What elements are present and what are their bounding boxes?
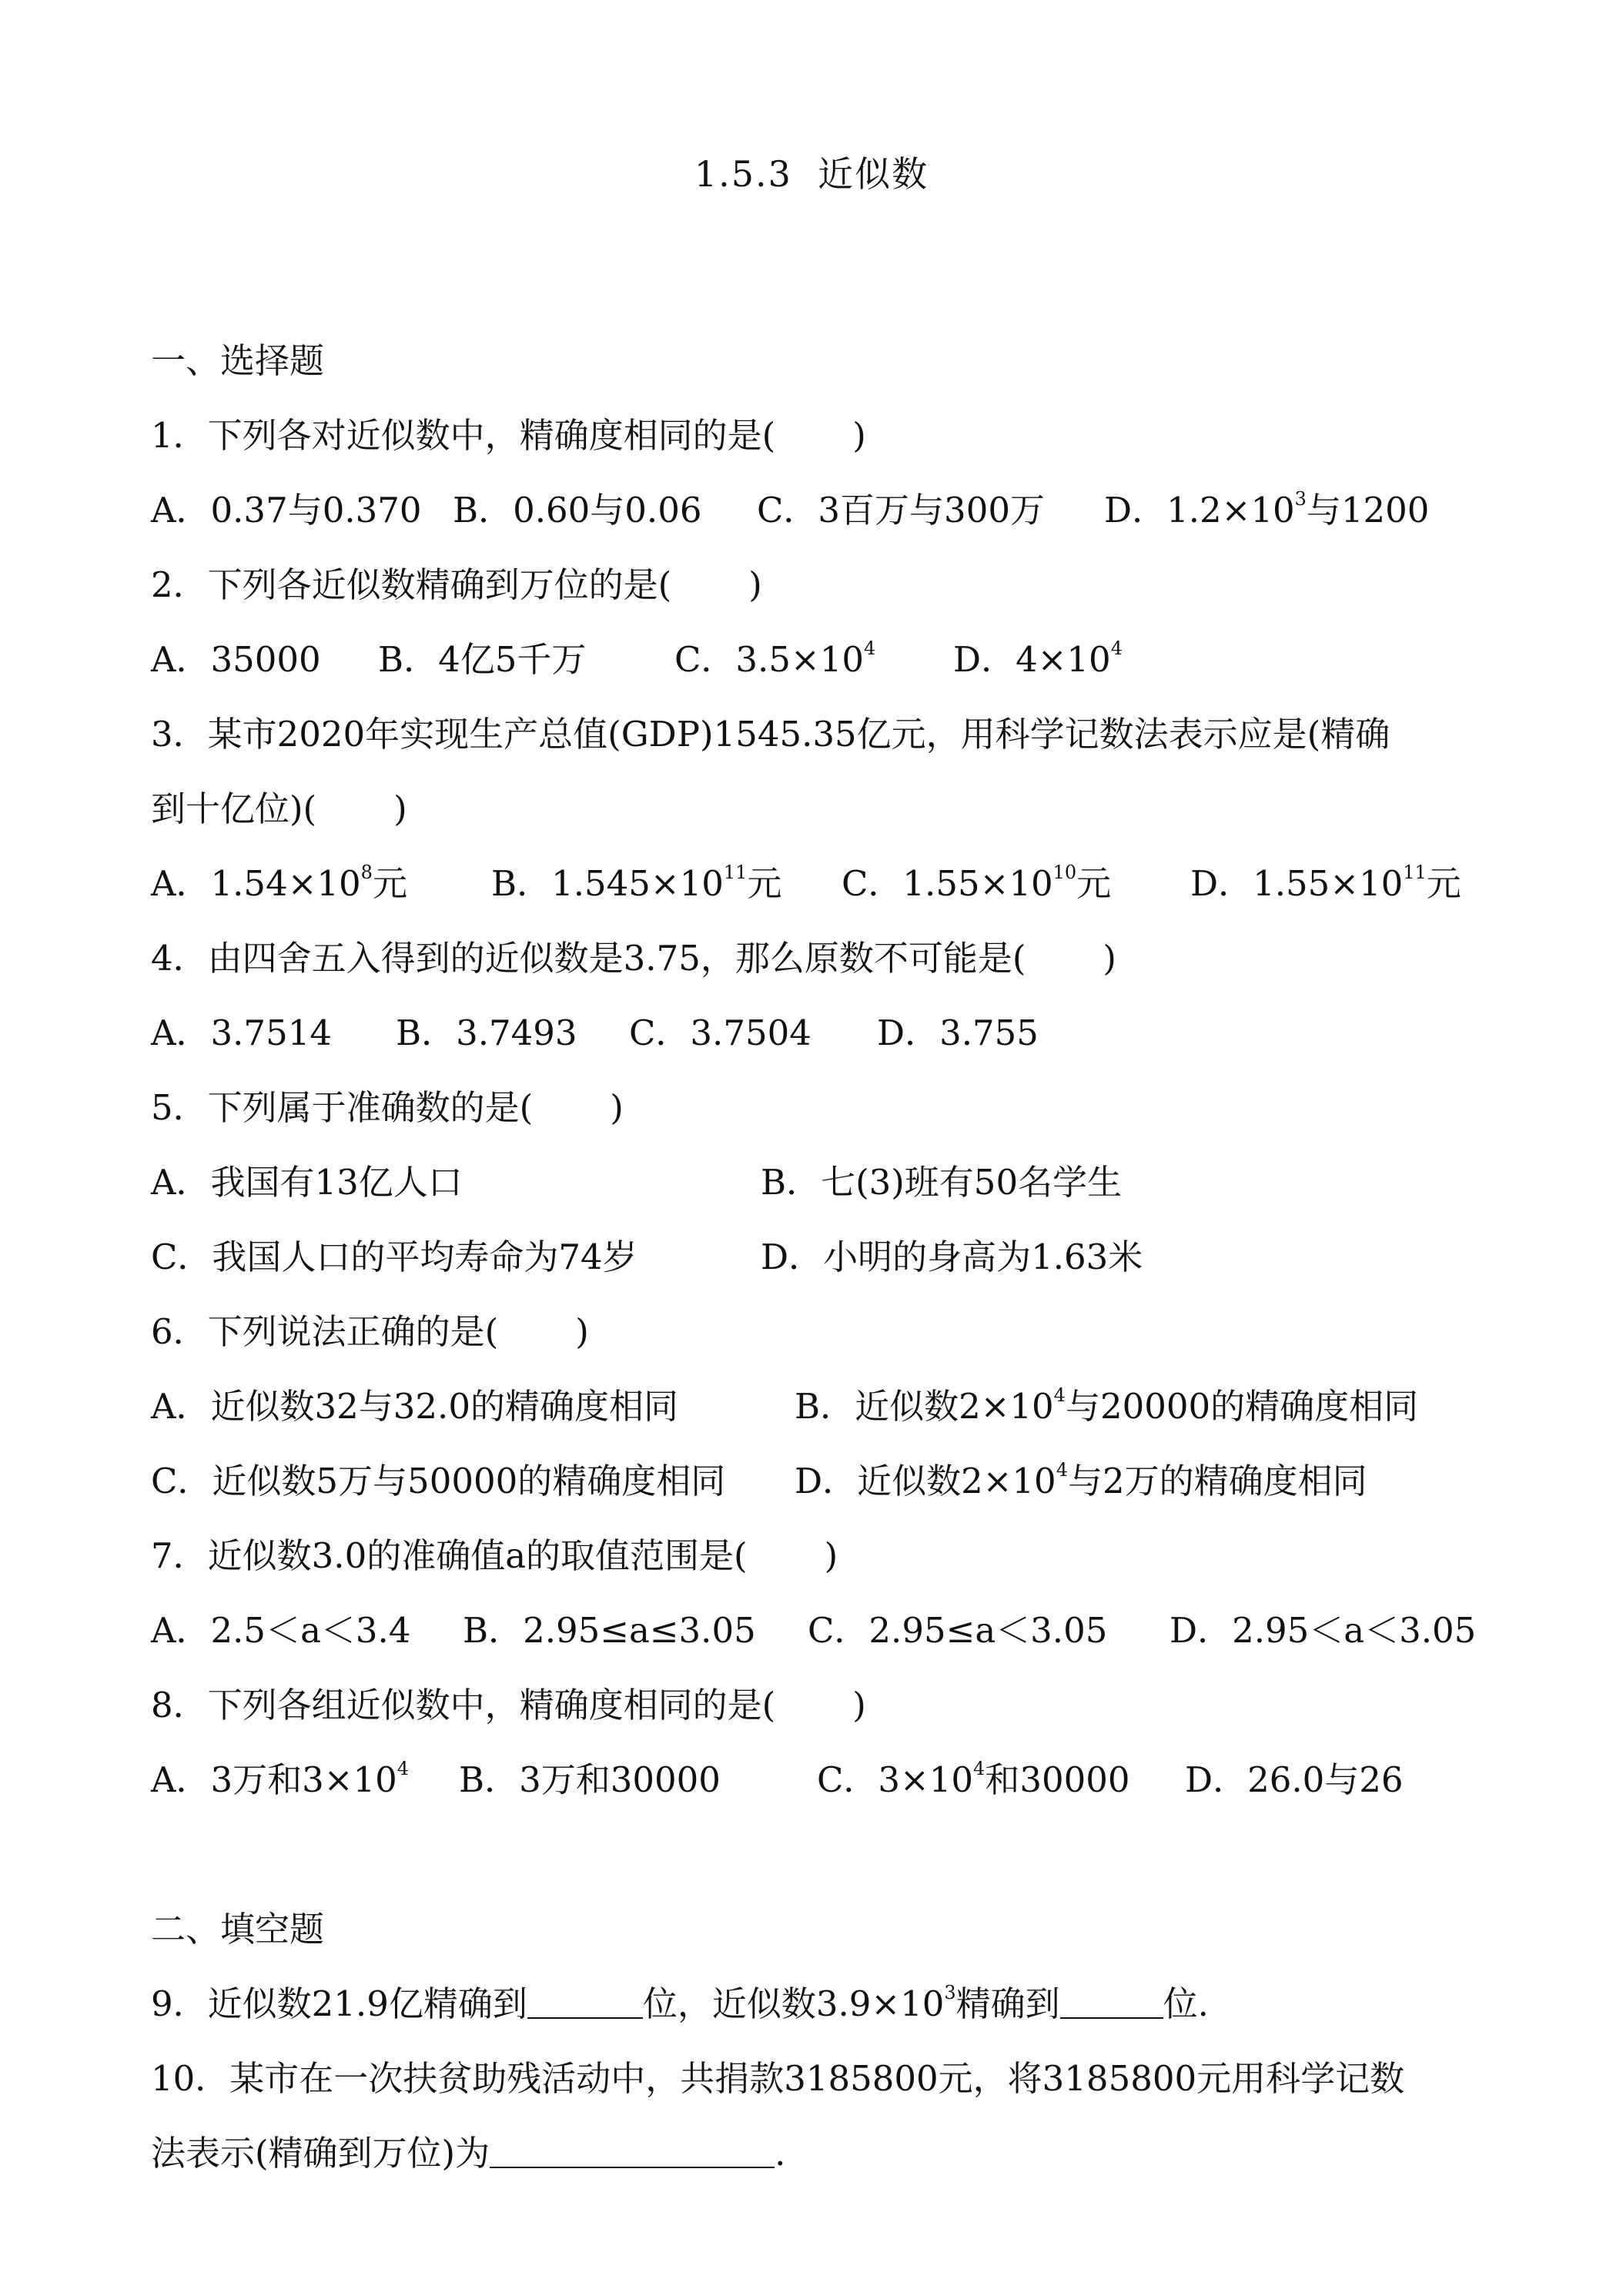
question-3-options [151, 846, 1521, 921]
option-d: D．近似数$2\times 10^4$与2万的精确度相同 [795, 1459, 1367, 1501]
question-3-stem-cont: 到十亿位)( [151, 788, 317, 829]
option-b: B．2.95≤a≤3.05 [463, 1610, 756, 1651]
question-3-cont [151, 771, 1521, 846]
question-4-options [151, 996, 1521, 1070]
question-10-cont: 法表示(精确到万位)为 . [151, 2133, 786, 2174]
option-c: C．$1.55\times 10^{10}$元 [842, 862, 1112, 904]
paren-close: ) [610, 1087, 624, 1128]
question-8 [151, 1668, 1521, 1742]
section-gap [151, 1817, 1521, 1892]
question-6-options-ab [151, 1369, 1521, 1444]
option-a: A．近似数32与32.0的精确度相同 [151, 1386, 678, 1427]
paren-close: ) [824, 1535, 838, 1576]
question-5-options-ab [151, 1145, 1521, 1220]
option-d: D．3.755 [877, 1012, 1039, 1053]
option-b: B．3万和30000 [459, 1759, 721, 1800]
question-7-stem: 7．近似数3.0的准确值a的取值范围是( [151, 1535, 748, 1576]
option-b: B．4亿5千万 [378, 639, 587, 680]
option-a: A．3.7514 [151, 1012, 332, 1053]
paren-close: ) [393, 788, 407, 829]
option-c: C．2.95≤a＜3.05 [808, 1610, 1108, 1651]
question-5-options-cd [151, 1220, 1521, 1294]
worksheet-content [151, 323, 1521, 2191]
question-8-options [151, 1742, 1521, 1817]
paren-close: ) [852, 415, 866, 456]
paren-close: ) [852, 1685, 866, 1725]
page-title: 1.5.3 近似数 [694, 153, 929, 195]
question-5-stem: 5．下列属于准确数的是( [151, 1087, 534, 1128]
question-7-options [151, 1593, 1521, 1668]
option-c: C．3.7504 [629, 1012, 812, 1053]
question-3: 3．某市2020年实现生产总值(GDP)1545.35亿元，用科学记数法表示应是(精确 [151, 714, 1390, 755]
option-a: A．$1.54\times 10^8$元 [151, 862, 407, 904]
question-6 [151, 1294, 1521, 1369]
option-d: D．$1.55\times 10^{11}$元 [1190, 862, 1461, 904]
question-6-options-cd [151, 1444, 1521, 1518]
paren-close: ) [575, 1311, 589, 1352]
question-8-stem: 8．下列各组近似数中，精确度相同的是( [151, 1685, 776, 1725]
option-a: A．2.5＜a＜3.4 [151, 1610, 411, 1651]
question-2 [151, 547, 1521, 622]
option-c: C．$3\times 10^4$和30000 [817, 1758, 1130, 1800]
question-2-options [151, 622, 1521, 697]
question-2-stem: 2．下列各近似数精确到万位的是( [151, 564, 672, 605]
option-b: B．七(3)班有50名学生 [761, 1162, 1123, 1203]
question-10: 10．某市在一次扶贫助残活动中，共捐款3185800元，将3185800元用科学记数 [151, 2058, 1405, 2099]
option-b: B．0.60与0.06 [453, 490, 702, 530]
option-b: B．近似数$2\times 10^4$与20000的精确度相同 [795, 1384, 1419, 1427]
option-a: A．0.37与0.370 [151, 490, 422, 530]
question-4-stem: 4．由四舍五入得到的近似数是3.75，那么原数不可能是( [151, 938, 1026, 979]
question-6-stem: 6．下列说法正确的是( [151, 1311, 499, 1352]
option-b: B．3.7493 [396, 1012, 577, 1053]
option-a: A．3万和$3\times 10^4$ [151, 1758, 410, 1800]
option-c: C．$3.5\times 10^4$ [674, 638, 876, 680]
question-7 [151, 1518, 1521, 1593]
option-c: C．我国人口的平均寿命为74岁 [151, 1237, 637, 1277]
answer-blank-2[interactable] [1060, 1986, 1163, 2019]
option-b: B．$1.545\times 10^{11}$元 [491, 862, 782, 904]
question-4 [151, 921, 1521, 996]
question-9: 9．近似数21.9亿精确到 位，近似数$3.9\times 10^3$精确到 位. [151, 1982, 1209, 2024]
option-c: C．3百万与300万 [757, 490, 1045, 530]
option-d: D．26.0与26 [1185, 1759, 1404, 1800]
section-heading-fill: 二、填空题 [151, 1909, 325, 1950]
option-d: D．小明的身高为1.63米 [761, 1237, 1143, 1277]
paren-close: ) [1103, 938, 1116, 979]
option-d: D．$1.2\times 10^3$与1200 [1104, 488, 1430, 530]
answer-blank-3[interactable] [490, 2136, 775, 2168]
option-a: A．35000 [151, 639, 321, 680]
question-1-stem: 1．下列各对近似数中，精确度相同的是( [151, 415, 776, 456]
option-d: D．$4\times 10^4$ [953, 638, 1123, 680]
option-a: A．我国有13亿人口 [151, 1162, 463, 1203]
section-heading-choice: 一、选择题 [151, 340, 325, 381]
question-1-options [151, 473, 1521, 547]
answer-blank-1[interactable] [527, 1986, 643, 2019]
question-5 [151, 1070, 1521, 1145]
question-1 [151, 398, 1521, 473]
paren-close: ) [748, 564, 762, 605]
option-c: C．近似数5万与50000的精确度相同 [151, 1461, 726, 1501]
option-d: D．2.95＜a＜3.05 [1170, 1610, 1477, 1651]
